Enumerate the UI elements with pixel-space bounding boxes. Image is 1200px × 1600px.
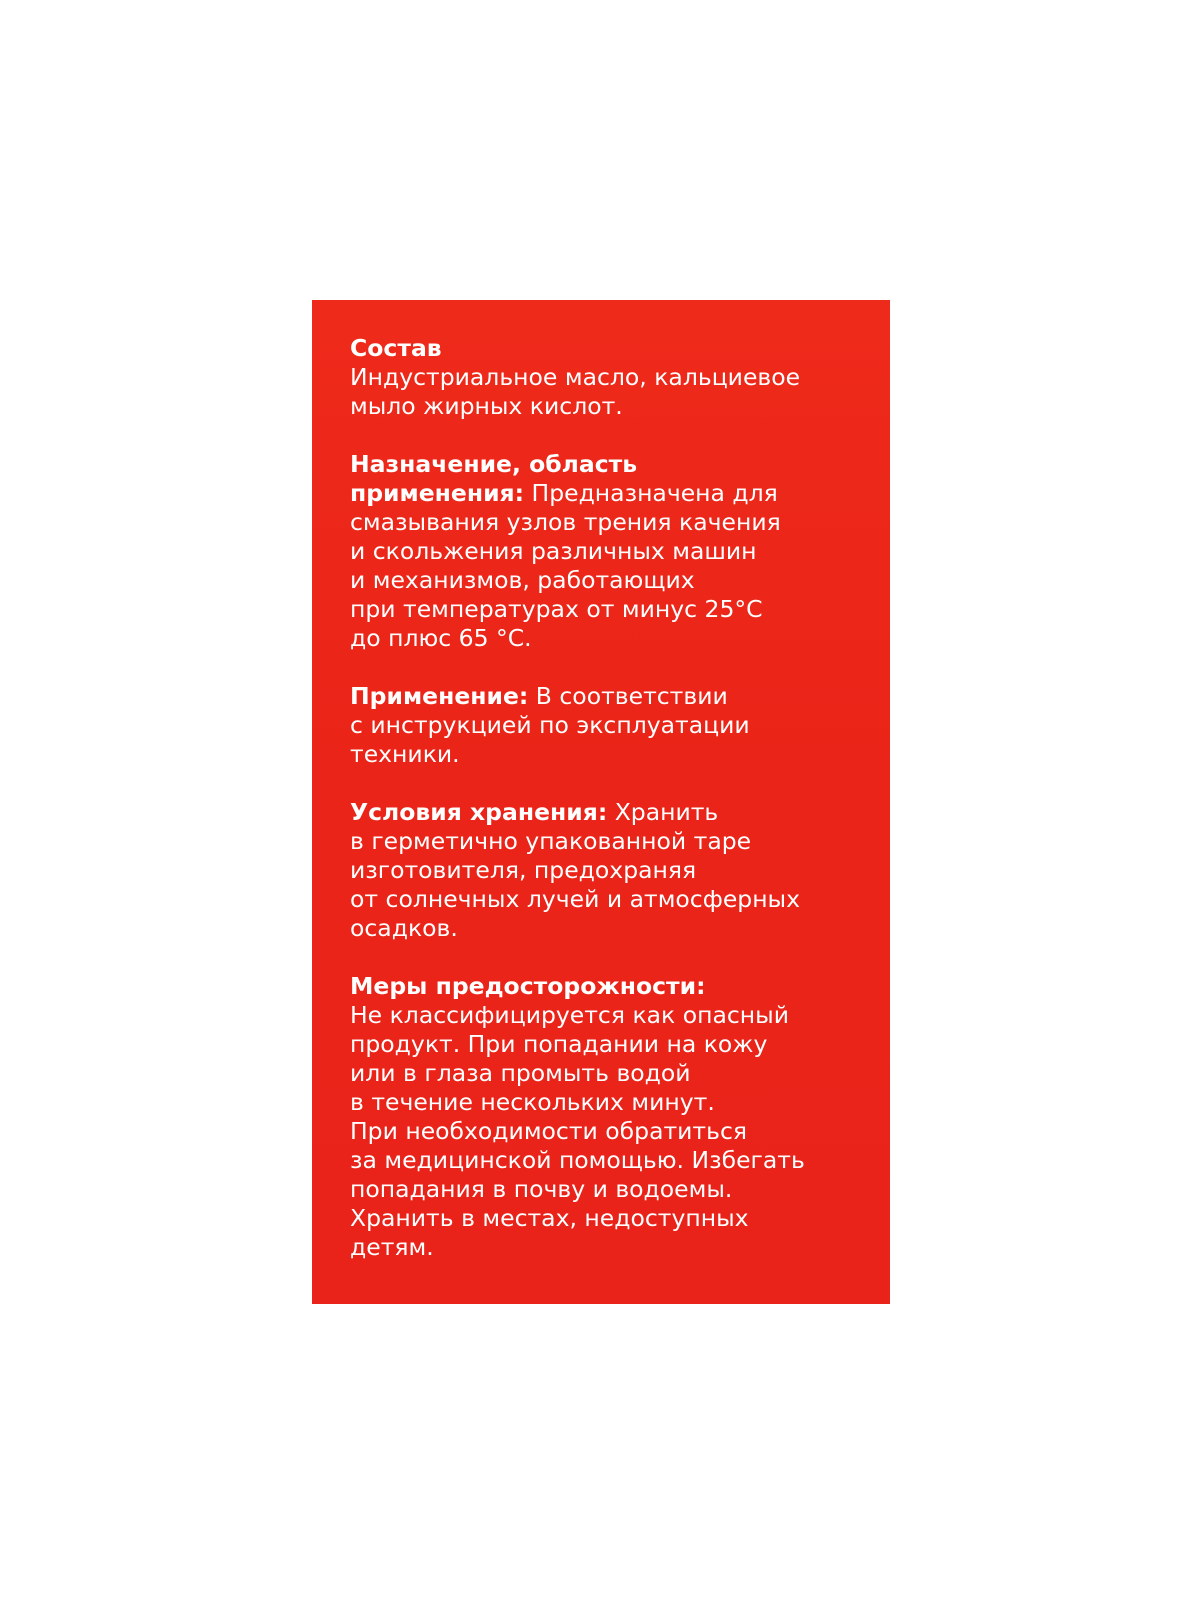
composition-heading: Состав [350,334,442,362]
precautions-heading: Меры предосторожности: [350,972,706,1000]
purpose-heading: Назначение, область применения: [350,450,638,507]
storage-text: Хранить в герметично упакованной таре изготовителя, предохраняя от солнечных лучей и атмосферных осадков. [350,798,801,942]
usage-section [350,682,860,769]
precautions-section [350,972,860,1262]
product-label-panel [312,300,890,1304]
usage-text: В соответствии с инструкцией по эксплуатации техники. [350,682,750,768]
usage-heading: Применение: [350,682,529,710]
composition-section [350,334,860,421]
precautions-text: Не классифицируется как опасный продукт. При попадании на кожу или в глаза промыть водой в течение нескольких минут. При необходимости обратиться за медицинской помощью. Избегать попадания в почву и водоемы. Хранить в местах, недоступных детям. [350,1001,805,1261]
purpose-text: Предназначена для смазывания узлов трения качения и скольжения различных машин и механизмов, работающих при температурах от минус 25°C до плюс 65 °С. [350,479,781,652]
purpose-section [350,450,860,653]
storage-heading: Условия хранения: [350,798,608,826]
storage-section [350,798,860,943]
composition-text: Индустриальное масло, кальциевое мыло жирных кислот. [350,363,801,420]
